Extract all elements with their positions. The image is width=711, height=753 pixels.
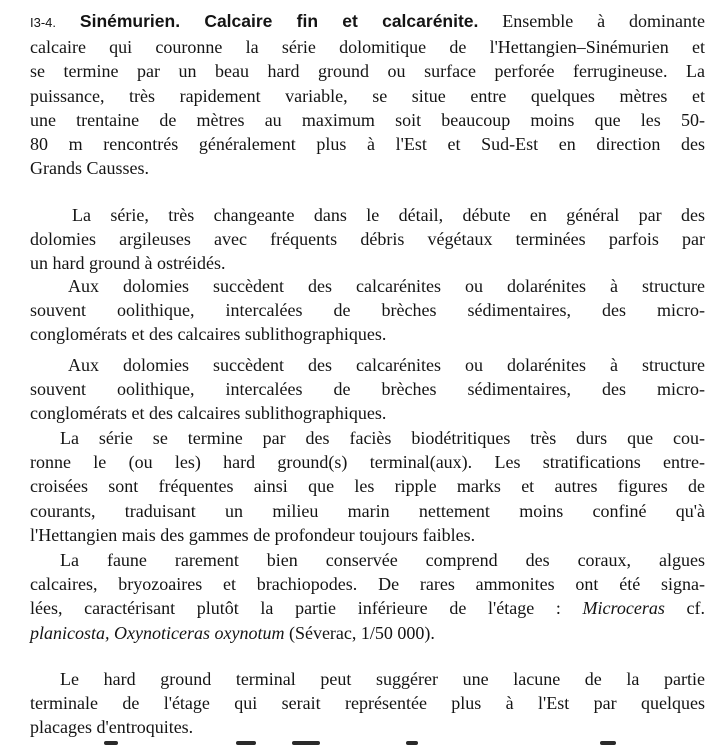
paragraph bbox=[30, 353, 705, 426]
text-line: croisées sont fréquentes ainsi que les ripple marks et autres figures de bbox=[30, 476, 705, 497]
text-line: calcaire qui couronne la série dolomitique de l'Hettangien–Sinémurien et bbox=[30, 37, 705, 58]
text-line: La série se termine par des faciès biodétritiques très durs que cou- bbox=[60, 428, 705, 448]
text-line: courants, traduisant un milieu marin nettement moins confiné qu'à bbox=[30, 500, 705, 521]
cropped-next-line bbox=[0, 741, 711, 753]
paragraph bbox=[30, 274, 705, 347]
text-line: conglomérats et des calcaires sublithographiques. bbox=[30, 324, 387, 345]
text-line: se termine par un beau hard ground ou surface perforée ferrugineuse. La bbox=[30, 61, 705, 82]
text-line: I3-4. Sinémurien. Calcaire fin et calcarénite. Ensemble à dominante bbox=[30, 11, 706, 31]
paragraph bbox=[30, 667, 705, 740]
text-line: terminale de l'étage qui serait représentée plus à l'Est par quelques bbox=[30, 693, 705, 714]
paragraph bbox=[30, 426, 705, 547]
text-line: Aux dolomies succèdent des calcarénites ou dolarénites à structure bbox=[68, 355, 705, 375]
text-line: placages d'entroquites. bbox=[30, 717, 194, 738]
paragraph bbox=[30, 548, 705, 645]
text-line: La série, très changeante dans le détail, débute en général par des bbox=[72, 205, 705, 225]
section-heading: Sinémurien. Calcaire fin et calcarénite. bbox=[79, 11, 479, 31]
text-line: une trentaine de mètres au maximum soit beaucoup moins que les 50- bbox=[30, 109, 705, 130]
text-line: dolomies argileuses avec fréquents débris végétaux terminées parfois par bbox=[30, 229, 705, 250]
text-line: 80 m rencontrés généralement plus à l'Est et Sud-Est en direction des bbox=[30, 134, 705, 155]
text-line: souvent oolithique, intercalées de brèches sédimentaires, des micro- bbox=[30, 379, 705, 400]
section-code: I3-4. bbox=[30, 15, 57, 30]
text-line: calcaires, bryozoaires et brachiopodes. De rares ammonites ont été signa- bbox=[30, 574, 705, 595]
section-paragraph bbox=[30, 9, 705, 180]
text-line: puissance, très rapidement variable, se situe entre quelques mètres et bbox=[30, 85, 705, 106]
text-line: lées, caractérisant plutôt la partie inférieure de l'étage : Microceras cf. bbox=[30, 598, 705, 619]
text-line: Aux dolomies succèdent des calcarénites ou dolarénites à structure bbox=[68, 276, 705, 296]
text-line: souvent oolithique, intercalées de brèches sédimentaires, des micro- bbox=[30, 300, 705, 321]
paragraph bbox=[30, 203, 705, 276]
taxon-name: planicosta, Oxynoticeras oxynotum bbox=[30, 622, 285, 643]
text-line: un hard ground à ostréidés. bbox=[30, 253, 226, 274]
text-line: ronne le (ou les) hard ground(s) terminal(aux). Les stratifications entre- bbox=[30, 452, 705, 473]
text-line: Grands Causses. bbox=[30, 158, 149, 179]
text-line: planicosta, Oxynoticeras oxynotum (Séverac, 1/50 000). bbox=[30, 622, 435, 643]
text-line: La faune rarement bien conservée comprend des coraux, algues bbox=[60, 550, 705, 570]
text-line: Le hard ground terminal peut suggérer une lacune de la partie bbox=[60, 669, 705, 689]
taxon-name: Microceras bbox=[582, 598, 665, 619]
text-line: conglomérats et des calcaires sublithographiques. bbox=[30, 403, 387, 424]
text-line: l'Hettangien mais des gammes de profondeur toujours faibles. bbox=[30, 524, 476, 545]
